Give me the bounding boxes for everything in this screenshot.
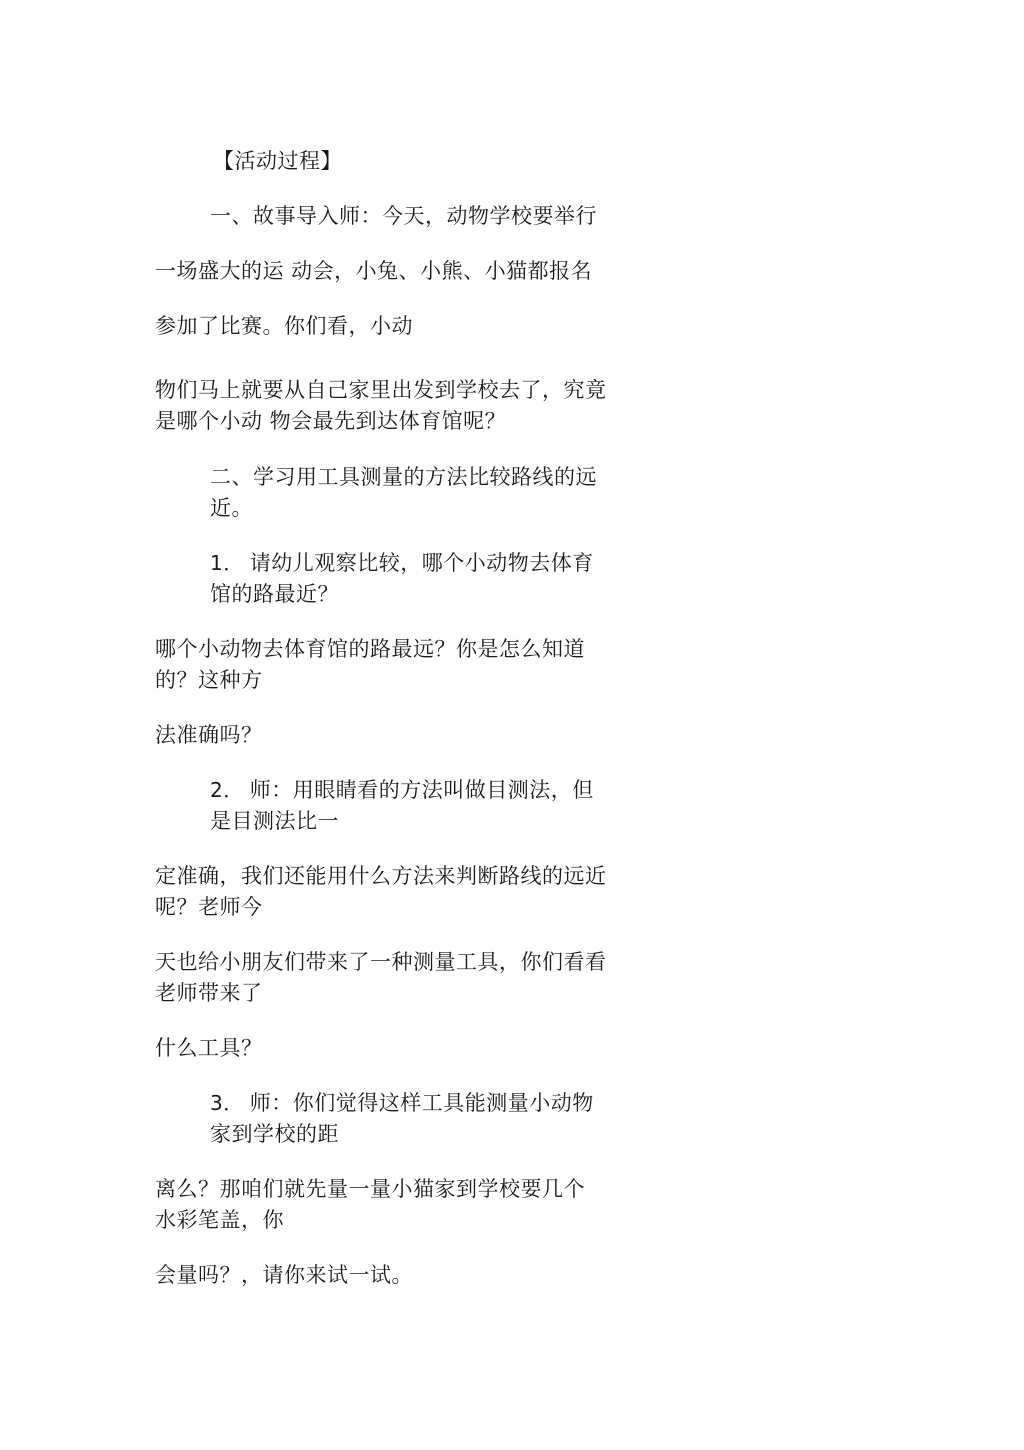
item-number: 1． [210, 551, 244, 575]
section-heading: 【活动过程】 [213, 149, 342, 173]
paragraph-line: 物们马上就要从自己家里出发到学校去了，究竟 [155, 378, 607, 402]
item-text: 请幼儿观察比较，哪个小动物去体育 [249, 551, 594, 575]
paragraph-line: 天也给小朋友们带来了一种测量工具，你们看看 [155, 950, 607, 974]
paragraph-line: 定准确，我们还能用什么方法来判断路线的远近 [155, 864, 607, 888]
item-number: 2． [210, 778, 244, 802]
item-number: 3． [210, 1091, 244, 1115]
item-text: 是目测法比一 [210, 809, 339, 833]
paragraph-line: 呢？老师今 [155, 895, 263, 919]
paragraph-line: 是哪个小动 物会最先到达体育馆呢？ [155, 409, 507, 433]
list-item [210, 1088, 594, 1118]
paragraph-line: 什么工具？ [155, 1036, 263, 1060]
item-text: 师：你们觉得这样工具能测量小动物 [249, 1091, 594, 1115]
paragraph-line: 水彩笔盖，你 [155, 1208, 284, 1232]
paragraph-line: 会量吗？，请你来试一试。 [155, 1263, 413, 1287]
paragraph-line: 的？这种方 [155, 668, 263, 692]
list-item [210, 548, 594, 578]
paragraph-line: 哪个小动物去体育馆的路最远？你是怎么知道 [155, 637, 585, 661]
paragraph-line: 一、故事导入师：今天，动物学校要举行 [210, 204, 597, 228]
paragraph-line: 老师带来了 [155, 981, 263, 1005]
item-text: 馆的路最近？ [210, 582, 339, 606]
section-title: 近。 [210, 496, 253, 520]
section-title: 二、学习用工具测量的方法比较路线的远 [210, 465, 597, 489]
item-text: 家到学校的距 [210, 1122, 339, 1146]
paragraph-line: 法准确吗？ [155, 723, 263, 747]
item-text: 师：用眼睛看的方法叫做目测法，但 [249, 778, 594, 802]
paragraph-line: 参加了比赛。你们看，小动 [155, 314, 413, 338]
paragraph-line: 一场盛大的运 动会，小兔、小熊、小猫都报名 [155, 259, 593, 283]
list-item [210, 775, 594, 805]
paragraph-line: 离么？那咱们就先量一量小猫家到学校要几个 [155, 1177, 585, 1201]
